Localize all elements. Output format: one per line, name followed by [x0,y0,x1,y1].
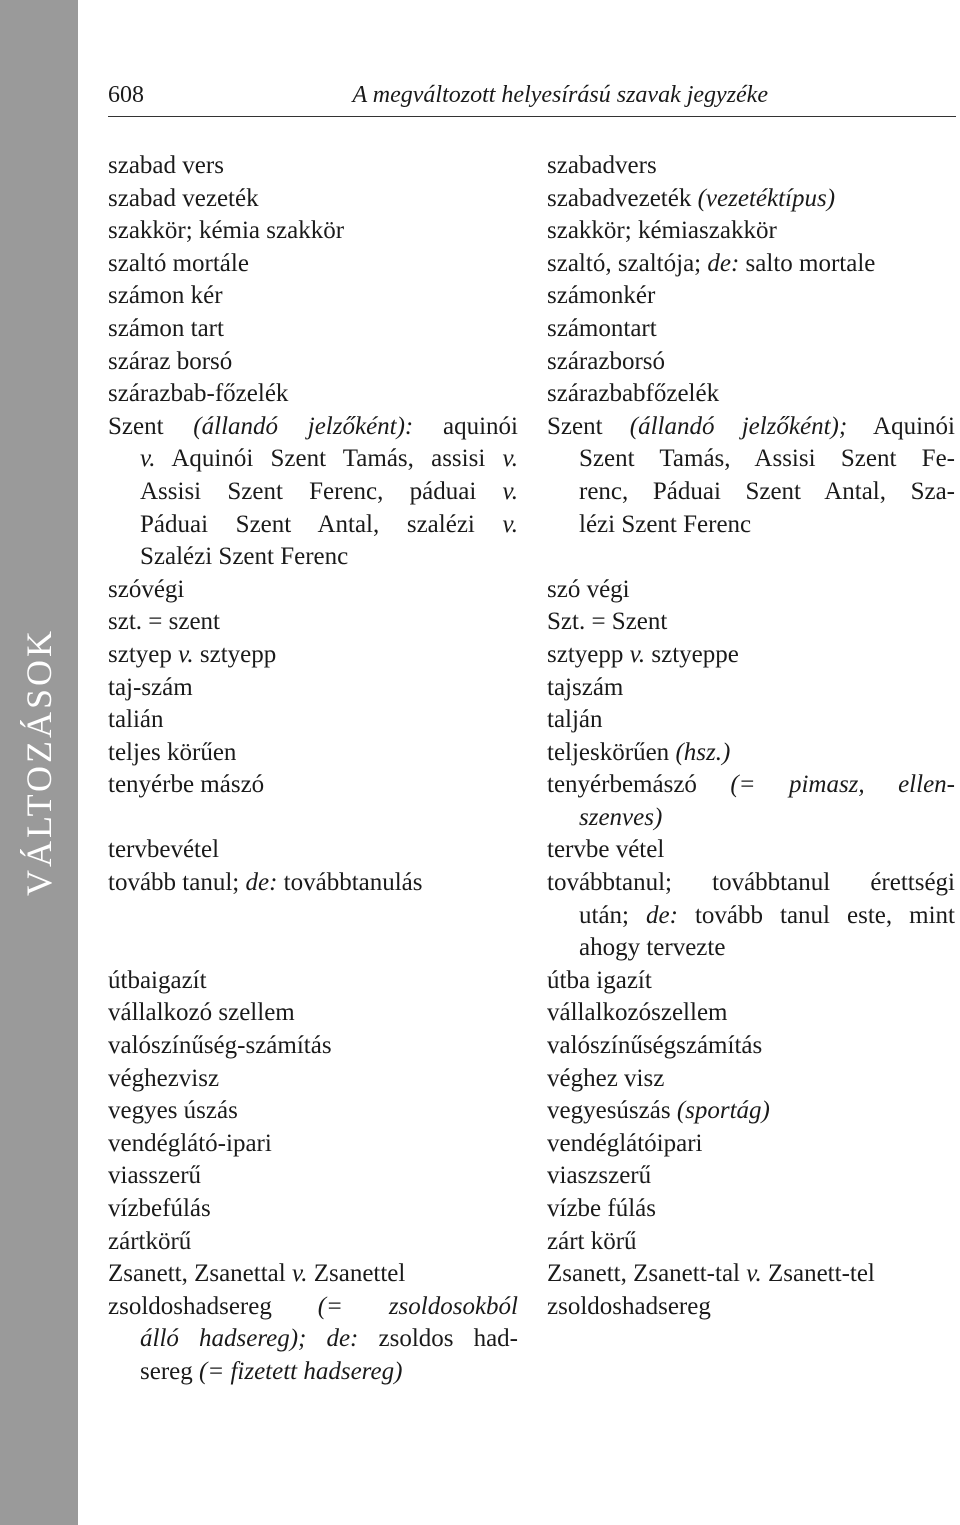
list-item: szárazbab-főzelék [108,380,289,408]
new-spelling-column [547,150,955,1323]
list-item-continuation: v. Aquinói Szent Tamás, assisi v. [140,445,518,473]
list-item-continuation: Assisi Szent Ferenc, páduai v. [140,477,518,505]
row-spacer [108,900,518,965]
list-item: Szt. = Szent [547,608,668,636]
list-item: zsoldoshadsereg [547,1292,711,1320]
list-item-continuation: sereg (= fizetett hadsereg) [140,1357,403,1385]
list-item-continuation: lézi Szent Ferenc [579,510,752,538]
list-item: teljeskörűen (hsz.) [547,738,731,766]
list-item: szárazborsó [547,347,665,375]
old-spelling-column [108,150,518,1389]
list-item: szabadvers [547,152,657,179]
list-item: vállalkozószellem [547,999,728,1027]
list-item: tervbe vétel [547,836,665,864]
list-item: tenyérbe mászó [108,771,265,799]
list-item: vendéglátóipari [547,1129,703,1157]
list-item: szó végi [547,575,630,603]
list-item-continuation: renc, Páduai Szent Antal, Sza- [579,477,955,505]
row-spacer [547,541,955,574]
list-item: továbbtanul; továbbtanul érettségi [547,869,955,897]
list-item: vendéglátó-ipari [108,1129,272,1157]
list-item: szabad vers [108,152,224,179]
list-item-continuation: szenves) [579,803,663,831]
list-item: szaltó, szaltója; de: salto mortale [547,249,876,277]
page-header [108,82,956,117]
side-tab-band [0,0,78,1525]
list-item: számon kér [108,282,223,310]
list-item: tenyérbemászó (= pimasz, ellen- [547,771,955,799]
list-item: tovább tanul; de: továbbtanulás [108,869,423,897]
list-item: szt. = szent [108,608,220,636]
list-item: sztyepp v. sztyeppe [547,640,739,668]
list-item: zárt körű [547,1227,637,1255]
list-item: teljes körűen [108,738,237,766]
list-item-continuation: Szent Tamás, Assisi Szent Fe- [579,445,955,473]
list-item: vegyes úszás [108,1097,238,1125]
list-item: útba igazít [547,966,652,994]
row-spacer [108,802,518,835]
list-item-continuation: ahogy tervezte [579,934,726,962]
list-item-continuation: után; de: tovább tanul este, mint [579,901,955,929]
list-item: szaltó mortále [108,249,249,277]
list-item: véghezvisz [108,1064,220,1092]
side-tab-label: VÁLTOZÁSOK [19,627,59,897]
list-item: talján [547,706,603,734]
list-item: tajszám [547,673,624,701]
list-item: viaszszerű [547,1162,652,1190]
list-item: zártkörű [108,1227,192,1255]
list-item: szakkör; kémia szakkör [108,217,345,245]
list-item: számonkér [547,282,656,310]
list-item: valószínűség-számítás [108,1032,332,1060]
list-item: vállalkozó szellem [108,999,295,1027]
list-item: véghez visz [547,1064,665,1092]
list-item: számontart [547,314,657,342]
list-item: szabadvezeték (vezetéktípus) [547,184,836,212]
list-item: vízbefúlás [108,1195,211,1222]
list-item: szabad vezeték [108,184,259,212]
list-item: száraz borsó [108,347,233,375]
page-number: 608 [108,82,144,108]
list-item: Zsanett, Zsanettal v. Zsanettel [108,1260,406,1288]
list-item-continuation: álló hadsereg); de: zsoldos had- [140,1325,519,1353]
list-item: szakkör; kémiaszakkör [547,217,777,245]
list-item: útbaigazít [108,966,207,994]
list-item: vízbe fúlás [547,1195,656,1222]
list-item: viasszerű [108,1162,202,1190]
list-item: valószínűségszámítás [547,1032,763,1060]
list-item: Zsanett, Zsanett-tal v. Zsanett-tel [547,1260,875,1288]
list-item: számon tart [108,314,224,342]
list-item: vegyesúszás (sportág) [547,1097,770,1125]
list-item: Szent (állandó jelzőként): aquinói [108,412,518,440]
list-item: zsoldoshadsereg (= zsoldosokból [108,1292,518,1320]
list-item: szárazbabfőzelék [547,380,720,408]
list-item: Szent (állandó jelzőként); Aquinói [547,412,955,440]
list-item-continuation: Páduai Szent Antal, szalézi v. [140,510,518,538]
list-item: taj-szám [108,673,193,701]
list-item: szóvégi [108,575,185,603]
list-item: sztyep v. sztyepp [108,640,277,668]
list-item: tervbevétel [108,836,220,864]
list-item: talián [108,706,164,734]
list-item-continuation: Szalézi Szent Ferenc [140,543,349,571]
running-title: A megváltozott helyesírású szavak jegyzéke [352,82,768,108]
